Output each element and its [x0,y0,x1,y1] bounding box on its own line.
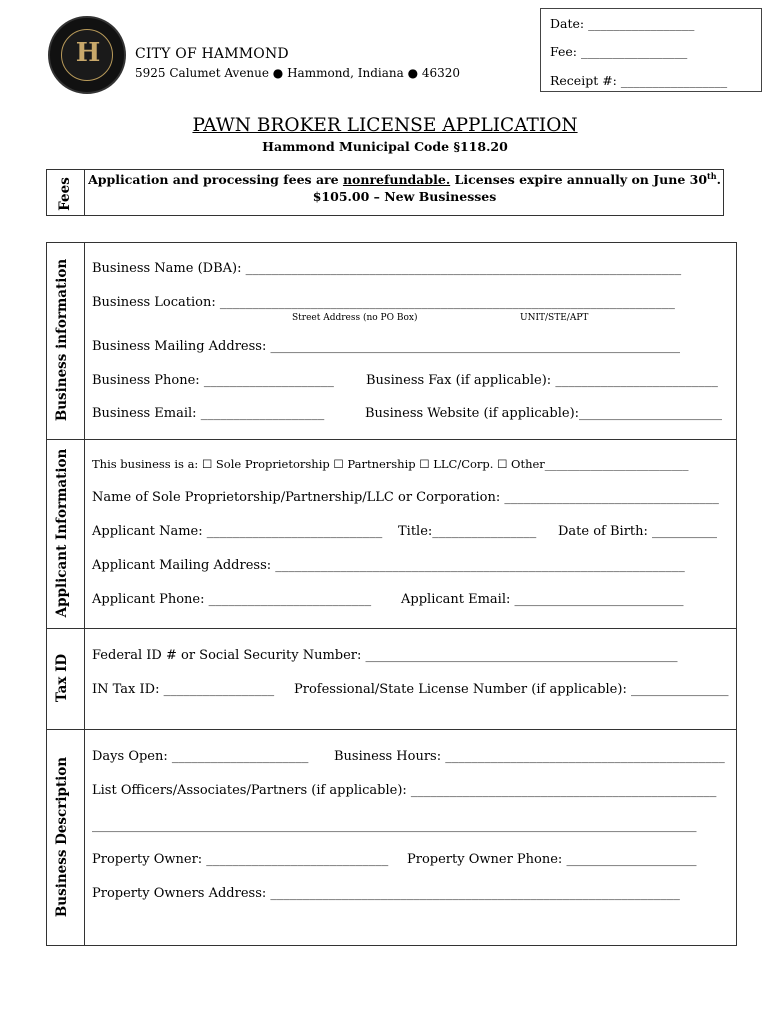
fee-field[interactable]: Fee: _________________ [550,44,688,59]
nonrefundable-text: nonrefundable. [342,172,451,188]
business-type-checkboxes[interactable]: This business is a: ☐ Sole Proprietorship ☐ Partnership ☐ LLC/Corp. ☐ Other_________________________ [92,457,689,471]
applicant-phone-field[interactable]: Applicant Phone: _________________________ [92,592,372,607]
date-of-birth-field[interactable]: Date of Birth: __________ [558,524,718,539]
seal-inner-ring [61,29,113,81]
business-name-field[interactable]: Business Name (DBA): ___________________________________________________________________ [92,261,682,276]
business-website-field[interactable]: Business Website (if applicable):______________________ [365,406,723,421]
tax-id-section-label: Tax ID [54,653,70,703]
date-field[interactable]: Date: _________________ [550,16,695,31]
applicant-title-field[interactable]: Title:________________ [398,524,537,539]
applicant-name-field[interactable]: Applicant Name: ___________________________ [92,524,383,539]
receipt-field[interactable]: Receipt #: _________________ [550,73,728,88]
form-label-divider [84,242,85,946]
page-title: PAWN BROKER LICENSE APPLICATION [192,115,578,136]
page-subtitle: Hammond Municipal Code §118.20 [262,139,508,154]
fees-section-label: Fees [57,177,73,211]
business-mailing-field[interactable]: Business Mailing Address: _______________________________________________________________ [92,339,680,354]
section-divider-3 [46,729,737,730]
in-tax-id-field[interactable]: IN Tax ID: _________________ [92,682,275,697]
business-fax-field[interactable]: Business Fax (if applicable): _________________________ [366,373,718,388]
applicant-info-section-label: Applicant Information [54,448,70,618]
city-name: CITY OF HAMMOND [135,46,289,62]
city-seal-logo [48,16,126,94]
business-info-section-label: Business information [54,258,70,422]
officers-continuation-line[interactable]: _____________________________________________________________________________________________ [92,818,697,833]
property-owner-phone-field[interactable]: Property Owner Phone: ____________________ [407,852,697,867]
property-owner-address-field[interactable]: Property Owners Address: _______________________________________________________________ [92,886,680,901]
days-open-field[interactable]: Days Open: _____________________ [92,749,309,764]
owner-entity-name-field[interactable]: Name of Sole Proprietorship/Partnership/LLC or Corporation: _________________________________ [92,490,719,505]
applicant-mailing-field[interactable]: Applicant Mailing Address: _______________________________________________________________ [92,558,685,573]
professional-license-field[interactable]: Professional/State License Number (if applicable): _______________ [294,682,729,697]
fee-amount: $105.00 – New Businesses [312,189,497,204]
section-divider-1 [46,439,737,440]
business-description-section-label: Business Description [54,756,70,918]
business-location-field[interactable]: Business Location: ______________________________________________________________________ [92,295,675,310]
officers-field[interactable]: List Officers/Associates/Partners (if applicable): _______________________________________________ [92,783,717,798]
unit-hint: UNIT/STE/APT [520,313,589,323]
business-email-field[interactable]: Business Email: ___________________ [92,406,325,421]
property-owner-field[interactable]: Property Owner: ____________________________ [92,852,389,867]
federal-id-field[interactable]: Federal ID # or Social Security Number: ________________________________________________ [92,648,678,663]
office-use-box [540,8,762,92]
section-divider-2 [46,628,737,629]
seal-letter: H [75,38,101,68]
fees-note: Application and processing fees are nonrefundable. Licenses expire annually on June 30th. [88,171,721,188]
business-phone-field[interactable]: Business Phone: ____________________ [92,373,334,388]
business-hours-field[interactable]: Business Hours: ___________________________________________ [334,749,725,764]
city-address: 5925 Calumet Avenue ● Hammond, Indiana ● 46320 [135,66,461,80]
applicant-email-field[interactable]: Applicant Email: __________________________ [401,592,684,607]
street-address-hint: Street Address (no PO Box) [292,313,418,323]
